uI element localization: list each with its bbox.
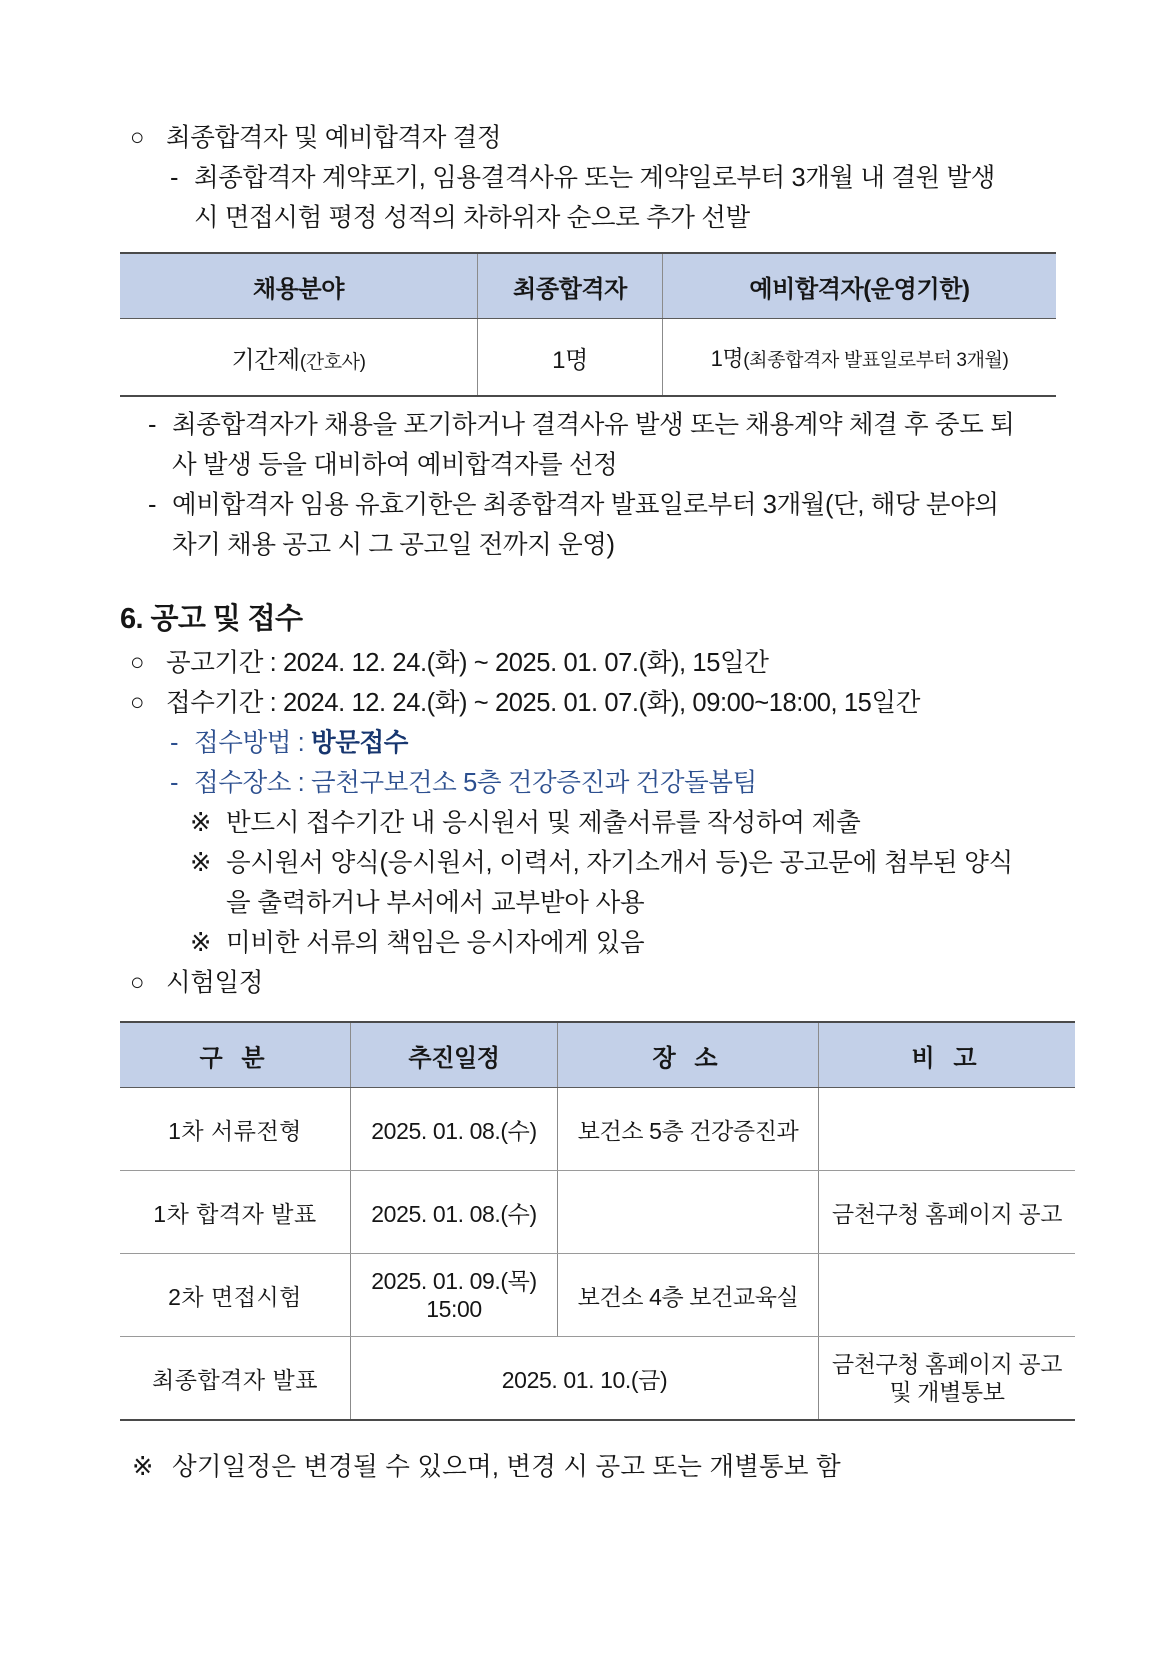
dash-bullet-icon: - xyxy=(170,729,179,757)
application-method-label: 접수방법 : xyxy=(194,729,311,757)
successful-candidates-table-wrap xyxy=(120,252,1018,397)
table-row xyxy=(120,1337,1075,1421)
cell-remark: 금천구청 홈페이지 공고 xyxy=(819,1171,1076,1254)
th-recruitment-field: 채용분야 xyxy=(120,253,478,319)
cell-date xyxy=(351,1254,558,1337)
cell-category: 1차 서류전형 xyxy=(120,1088,351,1171)
sub-item-contract-waiver xyxy=(118,158,1020,238)
cell-place: 보건소 5층 건강증진과 xyxy=(558,1088,819,1171)
exam-schedule-table-head xyxy=(120,1022,1075,1088)
th-final-successful: 최종합격자 xyxy=(478,253,663,319)
application-method-line xyxy=(118,723,1020,763)
note-incomplete-docs-text: 미비한 서류의 책임은 응시자에게 있음 xyxy=(226,929,645,957)
cell-final-count: 1명 xyxy=(478,319,663,397)
cell-date-time: 15:00 xyxy=(426,1296,482,1322)
application-place-value: 금천구보건소 5층 건강증진과 건강돌봄팀 xyxy=(311,769,757,797)
note-application-form-text: 응시원서 양식(응시원서, 이력서, 자기소개서 등)은 공고문에 첨부된 양식을 출력하거나 부서에서 교부받아 사용 xyxy=(226,849,1014,917)
note-submit-within-period xyxy=(118,803,1020,843)
successful-candidates-table-head xyxy=(120,253,1056,319)
circle-bullet-icon: ○ xyxy=(130,689,145,716)
announcement-period-text: 공고기간 : 2024. 12. 24.(화) ~ 2025. 01. 07.(화), 15일간 xyxy=(166,649,769,677)
circle-bullet-icon: ○ xyxy=(130,649,145,676)
cell-reserve-main: 1명 xyxy=(710,345,744,371)
reference-mark-icon: ※ xyxy=(190,809,211,837)
application-period-text: 접수기간 : 2024. 12. 24.(화) ~ 2025. 01. 07.(화), 09:00~18:00, 15일간 xyxy=(166,689,920,717)
section-6-heading: 6. 공고 및 접수 xyxy=(120,603,303,635)
cell-category: 최종합격자 발표 xyxy=(120,1337,351,1421)
th-date: 추진일정 xyxy=(351,1022,558,1088)
table-row xyxy=(120,1171,1075,1254)
note-reserve-validity xyxy=(118,485,1020,565)
th-category: 구 분 xyxy=(120,1022,351,1088)
cell-reserve-sub: (최종합격자 발표일로부터 3개월) xyxy=(743,349,1009,371)
cell-recruitment-field xyxy=(120,319,478,397)
bullet-application-period xyxy=(118,683,1020,723)
cell-reserve xyxy=(663,319,1057,397)
cell-field-main: 기간제 xyxy=(231,346,300,374)
cell-date-day: 2025. 01. 09.(목) xyxy=(371,1268,537,1294)
cell-date: 2025. 01. 08.(수) xyxy=(351,1088,558,1171)
note-application-form xyxy=(118,843,1020,923)
schedule-change-note-text: 상기일정은 변경될 수 있으며, 변경 시 공고 또는 개별통보 함 xyxy=(172,1453,841,1481)
note-reserve-selection xyxy=(118,405,1020,485)
application-method-value: 방문접수 xyxy=(311,729,408,757)
cell-date-lines xyxy=(357,1267,551,1323)
dash-bullet-icon: - xyxy=(148,491,157,519)
cell-date: 2025. 01. 10.(금) xyxy=(351,1337,819,1421)
dash-bullet-icon: - xyxy=(148,411,157,439)
schedule-change-note xyxy=(118,1447,1020,1487)
bullet-announcement-period xyxy=(118,643,1020,683)
application-place-label: 접수장소 : xyxy=(194,769,311,797)
table-header-row xyxy=(120,1022,1075,1088)
circle-bullet-icon: ○ xyxy=(130,124,145,151)
cell-remark-line2: 및 개별통보 xyxy=(889,1379,1005,1405)
application-place-line xyxy=(118,763,1020,803)
cell-remark-line1: 금천구청 홈페이지 공고 xyxy=(831,1351,1063,1377)
cell-category: 1차 합격자 발표 xyxy=(120,1171,351,1254)
exam-schedule-table-body xyxy=(120,1088,1075,1421)
exam-schedule-label: 시험일정 xyxy=(166,969,263,997)
table-header-row xyxy=(120,253,1056,319)
cell-remark xyxy=(819,1254,1076,1337)
reference-mark-icon: ※ xyxy=(132,1453,154,1481)
cell-date: 2025. 01. 08.(수) xyxy=(351,1171,558,1254)
exam-schedule-table-wrap xyxy=(120,1021,1063,1421)
note-reserve-selection-text: 최종합격자가 채용을 포기하거나 결격사유 발생 또는 채용계약 체결 후 중도 퇴사 발생 등을 대비하여 예비합격자를 선정 xyxy=(172,411,1015,479)
note-incomplete-docs xyxy=(118,923,1020,963)
cell-remark-lines xyxy=(825,1350,1069,1406)
dash-bullet-icon: - xyxy=(170,164,179,192)
cell-category: 2차 면접시험 xyxy=(120,1254,351,1337)
successful-candidates-table-body xyxy=(120,319,1056,397)
th-remark: 비 고 xyxy=(819,1022,1076,1088)
cell-remark xyxy=(819,1088,1076,1171)
cell-place xyxy=(558,1171,819,1254)
th-reserve-successful: 예비합격자(운영기한) xyxy=(663,253,1057,319)
dash-bullet-icon: - xyxy=(170,769,179,797)
table-row xyxy=(120,1254,1075,1337)
cell-place: 보건소 4층 보건교육실 xyxy=(558,1254,819,1337)
cell-field-sub: (간호사) xyxy=(299,351,366,373)
bullet-final-decision xyxy=(118,118,1020,158)
th-place: 장 소 xyxy=(558,1022,819,1088)
sub-item-contract-waiver-text: 최종합격자 계약포기, 임용결격사유 또는 계약일로부터 3개월 내 결원 발생 시 면접시험 평정 성적의 차하위자 순으로 추가 선발 xyxy=(194,164,1002,232)
application-place-body xyxy=(194,763,1020,803)
exam-schedule-table xyxy=(120,1021,1075,1421)
circle-bullet-icon: ○ xyxy=(130,969,145,996)
table-row xyxy=(120,1088,1075,1171)
note-submit-within-period-text: 반드시 접수기간 내 응시원서 및 제출서류를 작성하여 제출 xyxy=(226,809,861,837)
cell-remark xyxy=(819,1337,1076,1421)
application-method-body xyxy=(194,723,1020,763)
reference-mark-icon: ※ xyxy=(190,929,211,957)
bullet-final-decision-text: 최종합격자 및 예비합격자 결정 xyxy=(166,124,502,152)
reference-mark-icon: ※ xyxy=(190,849,211,877)
bullet-exam-schedule xyxy=(118,963,1020,1003)
table-row xyxy=(120,319,1056,397)
note-reserve-validity-text: 예비합격자 임용 유효기한은 최종합격자 발표일로부터 3개월(단, 해당 분야의 차기 채용 공고 시 그 공고일 전까지 운영) xyxy=(172,491,1006,559)
successful-candidates-table xyxy=(120,252,1056,397)
